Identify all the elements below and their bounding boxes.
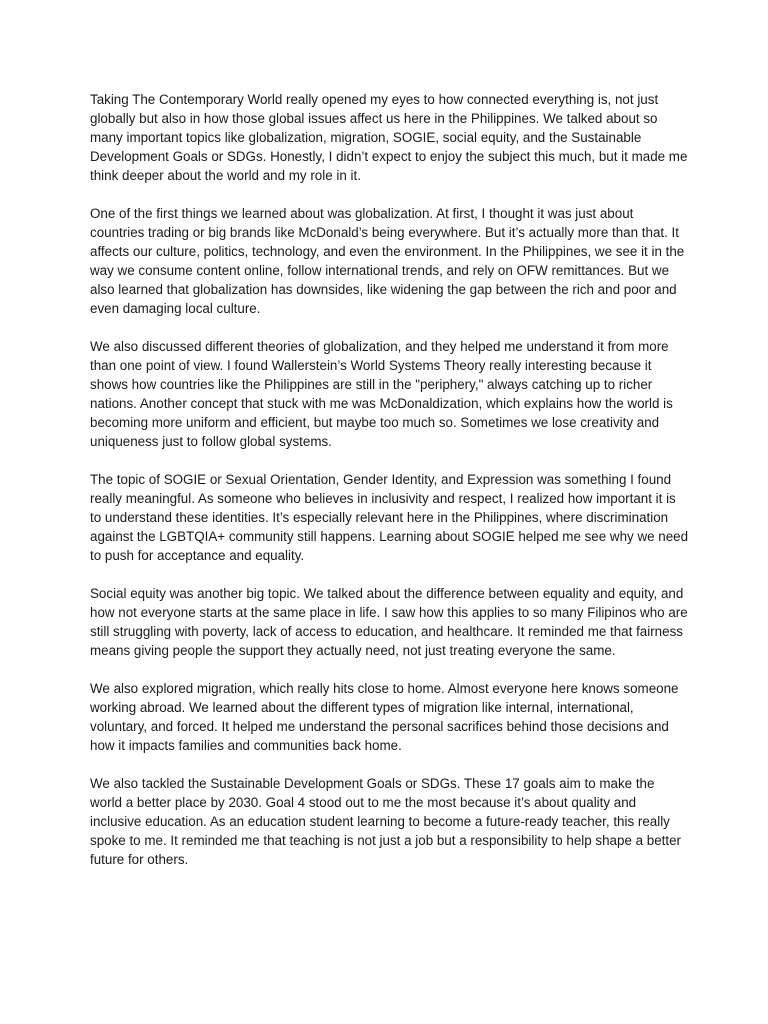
paragraph-intro: Taking The Contemporary World really opened my eyes to how connected everything is, not just globally but also in how those global issues affect us here in the Philippines. We talked about so many important topics like globalization, migration, SOGIE, social equity, and the Sustainable Development Goals or SDGs. Honestly, I didn’t expect to enjoy the subject this much, but it made me think deeper about the world and my role in it. [90, 92, 688, 183]
document-page [90, 90, 690, 869]
paragraph-globalization: One of the first things we learned about was globalization. At first, I thought it was just about countries trading or big brands like McDonald’s being everywhere. But it’s actually more than that. It affects our culture, politics, technology, and even the environment. In the Philippines, we see it in the way we consume content online, follow international trends, and rely on OFW remittances. But we also learned that globalization has downsides, like widening the gap between the rich and poor and even damaging local culture. [90, 206, 685, 316]
paragraph-sogie: The topic of SOGIE or Sexual Orientation, Gender Identity, and Expression was something I found really meaningful. As someone who believes in inclusivity and respect, I realized how important it is to understand these identities. It’s especially relevant here in the Philippines, where discrimination against the LGBTQIA+ community still happens. Learning about SOGIE helped me see why we need to push for acceptance and equality. [90, 472, 689, 563]
paragraph-theories: We also discussed different theories of globalization, and they helped me understand it from more than one point of view. I found Wallerstein’s World Systems Theory really interesting because it shows how countries like the Philippines are still in the "periphery," always catching up to richer nations. Another concept that stuck with me was McDonaldization, which explains how the world is becoming more uniform and efficient, but maybe too much so. Sometimes we lose creativity and uniqueness just to follow global systems. [90, 339, 673, 449]
paragraph-migration: We also explored migration, which really hits close to home. Almost everyone here knows someone working abroad. We learned about the different types of migration like internal, international, voluntary, and forced. It helped me understand the personal sacrifices behind those decisions and how it impacts families and communities back home. [90, 681, 679, 753]
paragraph-social-equity: Social equity was another big topic. We talked about the difference between equality and equity, and how not everyone starts at the same place in life. I saw how this applies to so many Filipinos who are still struggling with poverty, lack of access to education, and healthcare. It reminded me that fairness means giving people the support they actually need, not just treating everyone the same. [90, 586, 688, 658]
paragraph-sdgs: We also tackled the Sustainable Development Goals or SDGs. These 17 goals aim to make the world a better place by 2030. Goal 4 stood out to me the most because it’s about quality and inclusive education. As an education student learning to become a future-ready teacher, this really spoke to me. It reminded me that teaching is not just a job but a responsibility to help shape a better future for others. [90, 776, 682, 867]
